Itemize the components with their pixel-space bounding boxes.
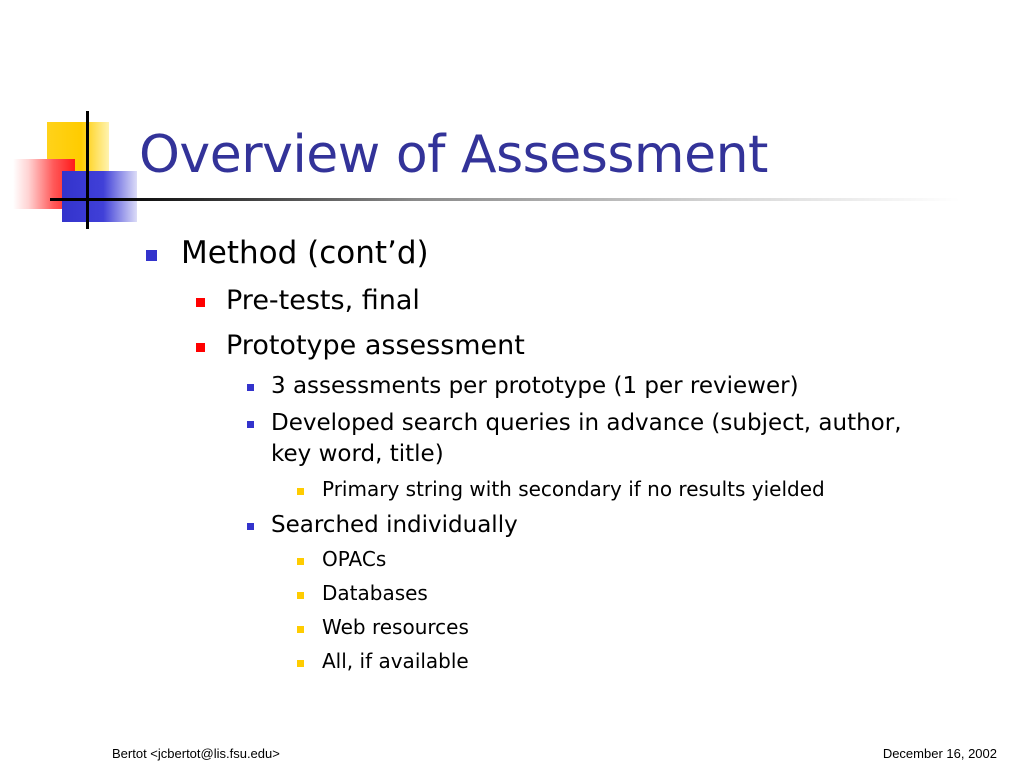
bullet-item-level2 [226,283,420,319]
bullet-square-icon [297,558,304,565]
bullet-item-level3 [271,371,799,402]
blue-square-decoration [62,171,137,222]
bullet-text: OPACs [322,547,387,571]
bullet-text: 3 assessments per prototype (1 per reviewer) [271,373,799,399]
bullet-square-icon [247,421,254,428]
bullet-text: Databases [322,581,428,605]
vertical-rule-decoration [86,111,89,229]
bullet-text: Method (cont’d) [181,235,429,271]
bullet-square-icon [297,488,304,495]
bullet-item-level4 [322,648,469,675]
title-underline-rule [50,198,960,201]
bullet-square-icon [146,250,157,261]
bullet-text: Pre-tests, final [226,285,420,316]
bullet-item-level4 [322,580,428,607]
bullet-text: All, if available [322,649,469,673]
bullet-square-icon [247,523,254,530]
bullet-item-level4 [322,476,825,503]
bullet-text-continuation: key word, title) [271,441,444,467]
footer-date: December 16, 2002 [882,746,997,761]
bullet-text: Searched individually [271,512,518,538]
footer-author: Bertot <jcbertot@lis.fsu.edu> [112,746,280,761]
slide-title: Overview of Assessment [139,125,768,185]
bullet-text: Primary string with secondary if no results yielded [322,477,825,501]
bullet-item-level4 [322,546,386,573]
bullet-item-level1 [181,233,429,273]
bullet-item-level4 [322,614,469,641]
bullet-text: Prototype assessment [226,330,525,361]
bullet-square-icon [196,298,205,307]
bullet-square-icon [247,384,254,391]
bullet-square-icon [196,343,205,352]
bullet-square-icon [297,626,304,633]
bullet-item-level2 [226,328,525,364]
bullet-text: Developed search queries in advance (subject, author, [271,410,902,436]
bullet-square-icon [297,660,304,667]
bullet-item-level3 [271,408,902,470]
bullet-text: Web resources [322,615,469,639]
bullet-item-level3 [271,510,518,541]
bullet-square-icon [297,592,304,599]
